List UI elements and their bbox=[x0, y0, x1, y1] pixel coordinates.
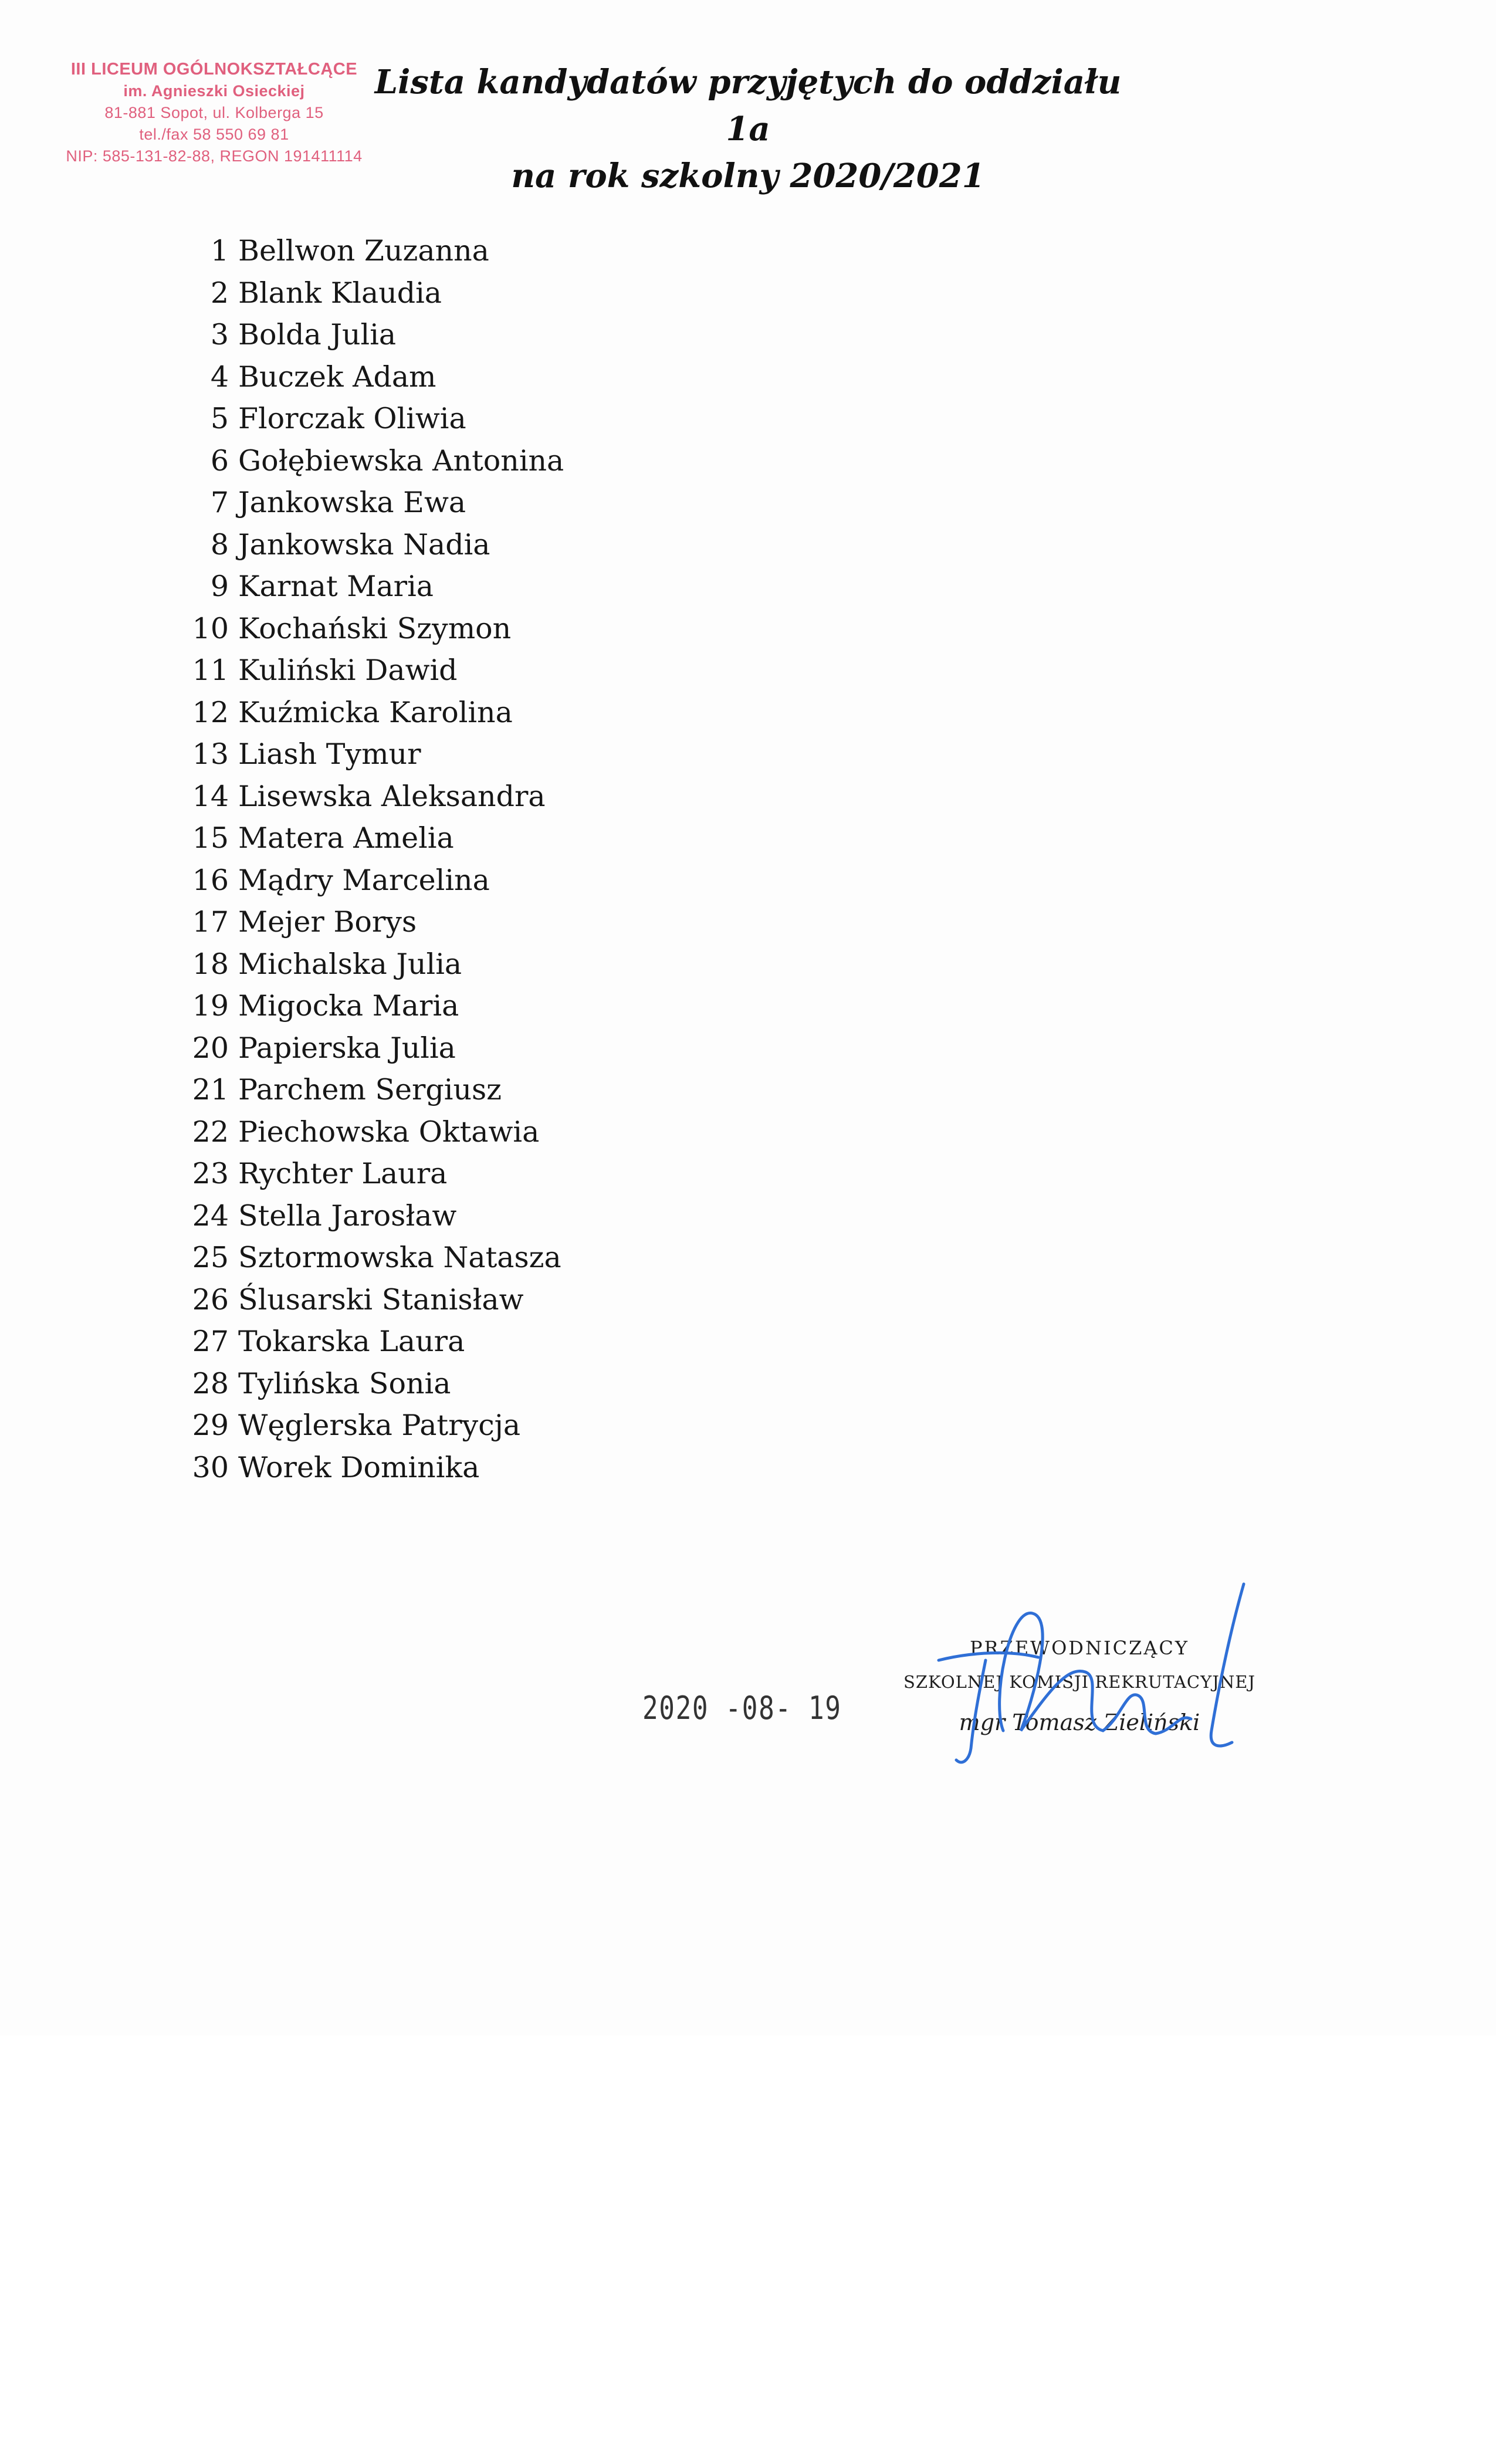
blank-margin bbox=[0, 2036, 1496, 2464]
candidate-row bbox=[164, 733, 564, 776]
candidate-row bbox=[164, 272, 564, 314]
candidate-row bbox=[164, 566, 564, 608]
candidate-row bbox=[164, 1404, 564, 1447]
candidate-name: Migocka Maria bbox=[238, 989, 459, 1023]
candidate-number: 6 bbox=[210, 444, 229, 478]
candidate-number: 2 bbox=[210, 276, 229, 310]
candidate-name: Papierska Julia bbox=[238, 1031, 456, 1065]
candidate-number: 18 bbox=[192, 947, 229, 981]
signatory-role: PRZEWODNICZĄCY bbox=[969, 1637, 1190, 1659]
school-stamp bbox=[50, 59, 378, 167]
stamp-school-name: III LICEUM OGÓLNOKSZTAŁCĄCE bbox=[70, 60, 358, 79]
candidate-name: Matera Amelia bbox=[238, 821, 454, 855]
candidate-name: Jankowska Ewa bbox=[238, 486, 466, 519]
candidate-number: 9 bbox=[210, 570, 229, 603]
candidate-name: Tokarska Laura bbox=[238, 1325, 465, 1358]
candidate-row bbox=[164, 859, 564, 902]
candidate-row bbox=[164, 608, 564, 650]
candidate-name: Kuźmicka Karolina bbox=[238, 695, 513, 729]
candidate-row bbox=[164, 817, 564, 859]
stamp-address: 81-881 Sopot, ul. Kolberga 15 bbox=[104, 104, 324, 121]
candidate-number: 13 bbox=[192, 737, 229, 771]
candidate-name: Węglerska Patrycja bbox=[238, 1409, 521, 1442]
candidate-number: 22 bbox=[192, 1115, 229, 1149]
candidate-number: 30 bbox=[192, 1450, 229, 1484]
candidate-row bbox=[164, 1153, 564, 1195]
candidate-row bbox=[164, 1237, 564, 1279]
candidate-number: 26 bbox=[192, 1282, 229, 1316]
candidate-row bbox=[164, 398, 564, 440]
candidate-number: 28 bbox=[192, 1366, 229, 1400]
candidate-row bbox=[164, 1027, 564, 1069]
title-line-1: Lista kandydatów przyjętych do oddziału 1a bbox=[374, 63, 1122, 148]
candidate-number: 20 bbox=[192, 1031, 229, 1065]
candidate-name: Bellwon Zuzanna bbox=[238, 234, 489, 268]
candidate-name: Mejer Borys bbox=[238, 905, 417, 939]
candidate-number: 14 bbox=[192, 779, 229, 813]
signature-stroke bbox=[939, 1653, 1038, 1762]
signatory-name: mgr Tomasz Zieliński bbox=[959, 1710, 1200, 1735]
candidate-row bbox=[164, 1447, 564, 1489]
document-title bbox=[352, 59, 1144, 199]
candidate-name: Ślusarski Stanisław bbox=[238, 1282, 524, 1316]
candidate-number: 27 bbox=[192, 1325, 229, 1358]
candidate-row bbox=[164, 1111, 564, 1153]
candidate-number: 4 bbox=[210, 360, 229, 394]
candidate-number: 12 bbox=[192, 695, 229, 729]
stamp-patron: im. Agnieszki Osieckiej bbox=[123, 82, 305, 100]
candidate-number: 24 bbox=[192, 1199, 229, 1233]
candidate-number: 11 bbox=[192, 654, 229, 687]
candidate-row bbox=[164, 1321, 564, 1363]
candidate-row bbox=[164, 230, 564, 272]
candidate-number: 7 bbox=[210, 486, 229, 519]
candidate-number: 15 bbox=[192, 821, 229, 855]
candidate-number: 8 bbox=[210, 527, 229, 561]
candidate-name: Karnat Maria bbox=[238, 570, 434, 603]
candidate-row bbox=[164, 692, 564, 734]
candidate-name: Buczek Adam bbox=[238, 360, 436, 394]
candidate-name: Piechowska Oktawia bbox=[238, 1115, 540, 1149]
candidate-number: 29 bbox=[192, 1409, 229, 1442]
candidate-list bbox=[164, 230, 564, 1488]
candidate-row bbox=[164, 524, 564, 566]
candidate-name: Gołębiewska Antonina bbox=[238, 444, 564, 478]
candidate-name: Liash Tymur bbox=[238, 737, 421, 771]
signatory-committee: SZKOLNEJ KOMISJI REKRUTACYJNEJ bbox=[903, 1672, 1256, 1692]
candidate-number: 17 bbox=[192, 905, 229, 939]
handwritten-signature bbox=[915, 1572, 1267, 1772]
candidate-number: 19 bbox=[192, 989, 229, 1023]
candidate-name: Worek Dominika bbox=[238, 1450, 480, 1484]
candidate-name: Sztormowska Natasza bbox=[238, 1241, 561, 1274]
candidate-name: Jankowska Nadia bbox=[238, 527, 490, 561]
candidate-name: Rychter Laura bbox=[238, 1157, 448, 1190]
candidate-name: Stella Jarosław bbox=[238, 1199, 457, 1233]
candidate-number: 25 bbox=[192, 1241, 229, 1274]
candidate-name: Tylińska Sonia bbox=[238, 1366, 451, 1400]
candidate-name: Florczak Oliwia bbox=[238, 402, 466, 435]
candidate-row bbox=[164, 985, 564, 1027]
candidate-row bbox=[164, 314, 564, 356]
candidate-row bbox=[164, 1363, 564, 1405]
title-line-2: na rok szkolny 2020/2021 bbox=[511, 157, 985, 195]
candidate-name: Kuliński Dawid bbox=[238, 654, 458, 687]
candidate-row bbox=[164, 1279, 564, 1321]
candidate-row bbox=[164, 943, 564, 986]
candidate-row bbox=[164, 440, 564, 482]
date-stamp: 2020 -08- 19 bbox=[642, 1690, 842, 1727]
candidate-name: Bolda Julia bbox=[238, 318, 397, 351]
candidate-name: Lisewska Aleksandra bbox=[238, 779, 546, 813]
signature-stroke bbox=[1000, 1613, 1191, 1734]
candidate-name: Parchem Sergiusz bbox=[238, 1073, 502, 1106]
candidate-number: 3 bbox=[210, 318, 229, 351]
candidate-row bbox=[164, 776, 564, 818]
candidate-row bbox=[164, 482, 564, 524]
stamp-tax-ids: NIP: 585-131-82-88, REGON 191411114 bbox=[66, 147, 363, 165]
stamp-phone: tel./fax 58 550 69 81 bbox=[139, 126, 289, 143]
signature-stroke bbox=[1211, 1584, 1244, 1746]
candidate-number: 10 bbox=[192, 611, 229, 645]
candidate-number: 1 bbox=[210, 234, 229, 268]
candidate-number: 5 bbox=[210, 402, 229, 435]
candidate-name: Kochański Szymon bbox=[238, 611, 512, 645]
candidate-number: 21 bbox=[192, 1073, 229, 1106]
candidate-number: 23 bbox=[192, 1157, 229, 1190]
candidate-name: Blank Klaudia bbox=[238, 276, 442, 310]
candidate-row bbox=[164, 649, 564, 692]
candidate-number: 16 bbox=[192, 863, 229, 897]
candidate-row bbox=[164, 1069, 564, 1111]
candidate-name: Michalska Julia bbox=[238, 947, 462, 981]
candidate-row bbox=[164, 901, 564, 943]
candidate-row bbox=[164, 1195, 564, 1237]
candidate-row bbox=[164, 356, 564, 398]
candidate-name: Mądry Marcelina bbox=[238, 863, 490, 897]
